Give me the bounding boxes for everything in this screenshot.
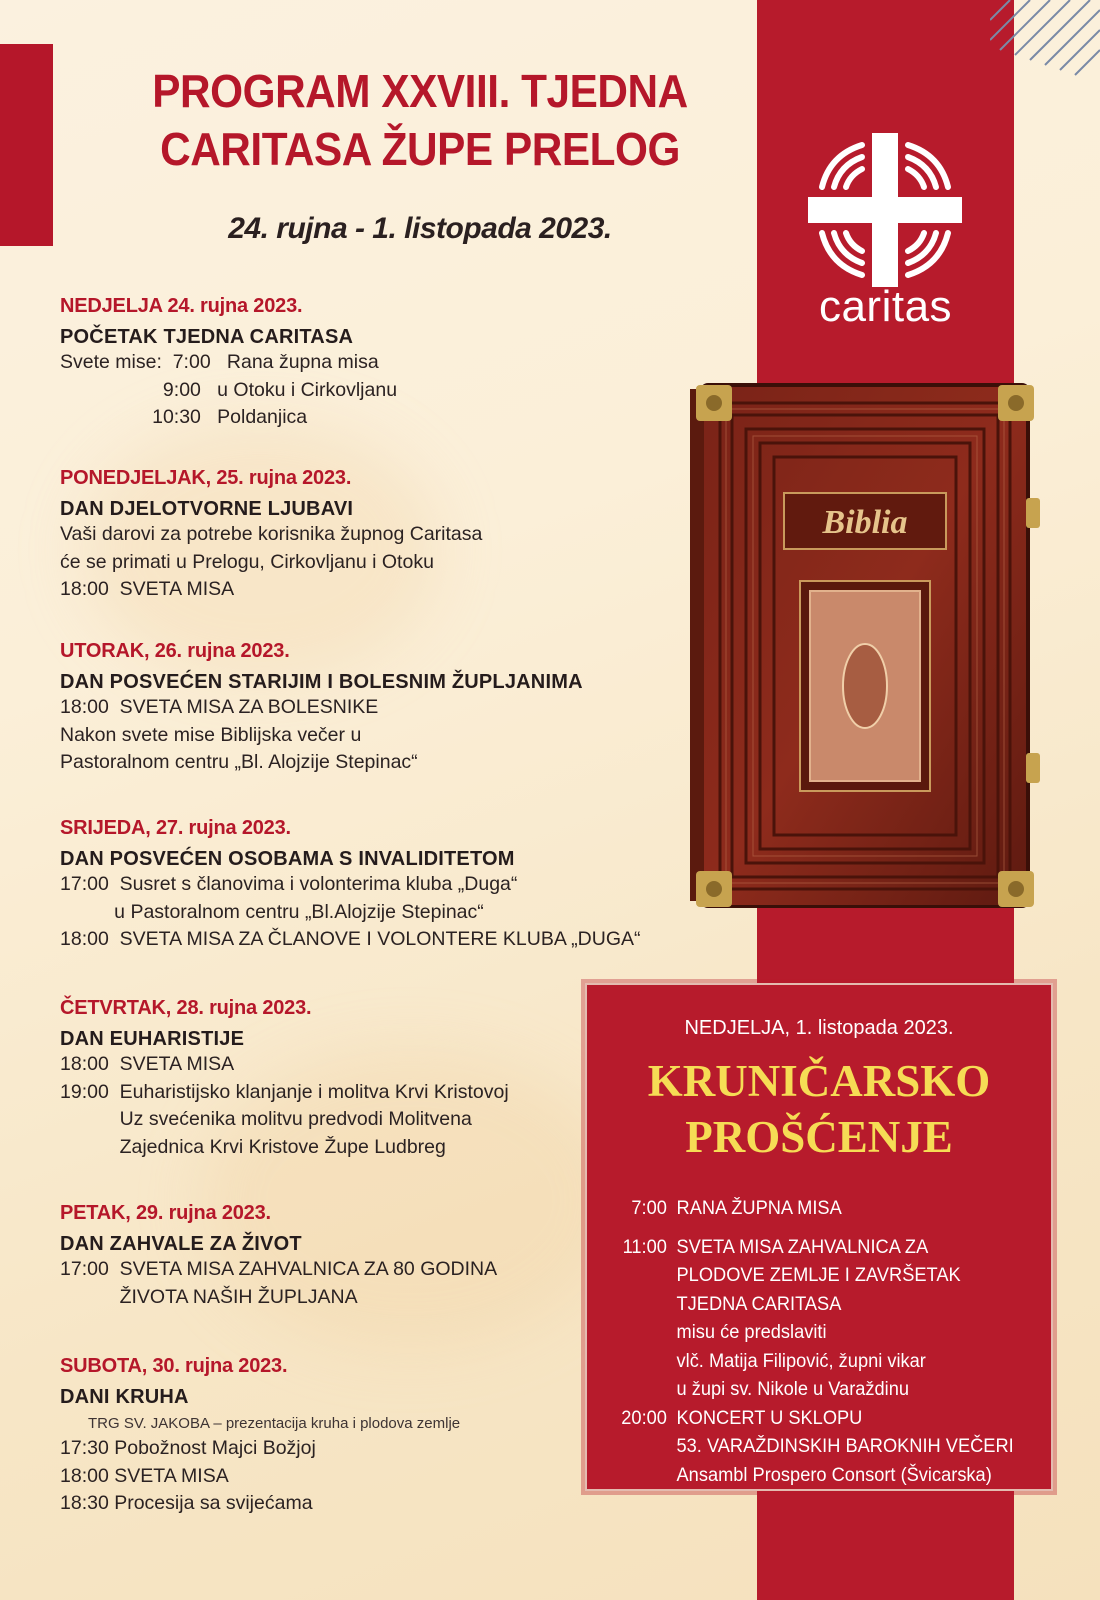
day-section [60, 640, 720, 777]
schedule-line: ŽIVOTA NAŠIH ŽUPLJANA [60, 1285, 358, 1308]
day-theme: DAN DJELOTVORNE LJUBAVI [60, 498, 354, 520]
day-heading: PETAK, 29. rujna 2023. [60, 1202, 271, 1224]
schedule-line: 10:30 Poldanjica [60, 406, 308, 428]
schedule-line: 17:30 Pobožnost Majci Božjoj [60, 1437, 316, 1459]
schedule-line: Pastoralnom centru „Bl. Alojzije Stepinac“ [60, 751, 418, 773]
event-time: 7:00 [631, 1198, 667, 1219]
schedule-line: će se primati u Prelogu, Cirkovljanu i Otoku [60, 550, 434, 573]
event-line: u župi sv. Nikole u Varaždinu [676, 1379, 910, 1400]
bible-book-image [690, 383, 1040, 913]
event-line: misu će predslaviti [676, 1322, 827, 1343]
finale-title [587, 1053, 1051, 1165]
finale-event [617, 1195, 1039, 1224]
event-line: vlč. Matija Filipović, župni vikar [676, 1350, 926, 1372]
event-text [677, 1234, 961, 1405]
day-section [60, 817, 720, 954]
event-line: KONCERT U SKLOPU [676, 1407, 863, 1429]
schedule-note: TRG SV. JAKOBA – prezentacija kruha i plodova zemlje [88, 1415, 461, 1432]
finale-event-list [617, 1195, 1039, 1490]
schedule-line: 18:00 SVETA MISA [60, 1464, 229, 1487]
day-heading: ČETVRTAK, 28. rujna 2023. [60, 997, 312, 1019]
schedule-line: 18:00 SVETA MISA [60, 1053, 235, 1075]
day-theme: DAN EUHARISTIJE [60, 1028, 245, 1050]
title-line-1: PROGRAM XXVIII. TJEDNA [152, 65, 688, 117]
caritas-wordmark: caritas [818, 282, 953, 331]
schedule-line: Vaši darovi za potrebe korisnika župnog Caritasa [60, 523, 483, 545]
schedule-line: 17:00 SVETA MISA ZAHVALNICA ZA 80 GODINA [60, 1258, 498, 1280]
schedule-line: 17:00 Susret s članovima i volonterima kluba „Duga“ [60, 873, 518, 895]
event-line: PLODOVE ZEMLJE I ZAVRŠETAK [676, 1265, 961, 1286]
event-date-range: 24. rujna - 1. listopada 2023. [228, 212, 612, 245]
event-line: SVETA MISA ZAHVALNICA ZA [676, 1236, 929, 1258]
event-line: RANA ŽUPNA MISA [676, 1198, 842, 1219]
schedule-line: u Pastoralnom centru „Bl.Alojzije Stepinac“ [60, 900, 484, 923]
page-title [98, 62, 742, 178]
finale-event [617, 1405, 1039, 1491]
left-accent-bar [0, 44, 53, 246]
day-heading: NEDJELJA 24. rujna 2023. [60, 295, 303, 317]
finale-title-line-1: KRUNIČARSKO [647, 1056, 991, 1106]
schedule-line: 18:30 Procesija sa svijećama [60, 1492, 313, 1514]
schedule-line: 18:00 SVETA MISA [60, 578, 235, 600]
bible-title-text: Biblia [822, 504, 908, 541]
event-time: 20:00 [621, 1407, 667, 1429]
schedule-line: 19:00 Euharistijsko klanjanje i molitva Krvi Kristovoj [60, 1080, 509, 1103]
title-line-2: CARITASA ŽUPE PRELOG [160, 123, 680, 175]
event-text [677, 1195, 842, 1224]
day-heading: SRIJEDA, 27. rujna 2023. [60, 817, 291, 839]
day-theme: DANI KRUHA [60, 1386, 189, 1408]
day-theme: DAN ZAHVALE ZA ŽIVOT [60, 1233, 302, 1255]
finale-date: NEDJELJA, 1. listopada 2023. [684, 1017, 954, 1039]
schedule-line: 18:00 SVETA MISA ZA ČLANOVE I VOLONTERE KLUBA „DUGA“ [60, 928, 641, 950]
day-heading: UTORAK, 26. rujna 2023. [60, 640, 290, 662]
event-line: 53. VARAŽDINSKIH BAROKNIH VEČERI [676, 1436, 1014, 1457]
schedule-line: 9:00 u Otoku i Cirkovljanu [60, 378, 398, 401]
hatch-pattern-icon [990, 0, 1100, 110]
finale-title-line-2: PROŠĆENJE [685, 1112, 953, 1162]
day-section [60, 295, 720, 432]
day-theme: DAN POSVEĆEN STARIJIM I BOLESNIM ŽUPLJANIMA [60, 671, 583, 693]
event-text [677, 1405, 1014, 1491]
event-line: TJEDNA CARITASA [676, 1293, 842, 1315]
schedule-line: Uz svećenika molitvu predvodi Molitvena [60, 1108, 472, 1130]
schedule-line: 18:00 SVETA MISA ZA BOLESNIKE [60, 696, 379, 718]
day-heading: SUBOTA, 30. rujna 2023. [60, 1355, 288, 1377]
event-time: 11:00 [622, 1236, 667, 1258]
schedule-line: Svete mise: 7:00 Rana župna misa [60, 351, 379, 373]
day-theme: DAN POSVEĆEN OSOBAMA S INVALIDITETOM [60, 848, 515, 870]
event-line: Ansambl Prospero Consort (Švicarska) [676, 1464, 992, 1486]
finale-event [617, 1234, 1039, 1405]
day-theme: POČETAK TJEDNA CARITASA [60, 326, 354, 348]
day-heading: PONEDJELJAK, 25. rujna 2023. [60, 467, 352, 489]
finale-panel [585, 983, 1053, 1491]
day-section [60, 467, 720, 604]
schedule-line: Zajednica Krvi Kristove Župe Ludbreg [60, 1135, 446, 1158]
schedule-line: Nakon svete mise Biblijska večer u [60, 723, 362, 746]
